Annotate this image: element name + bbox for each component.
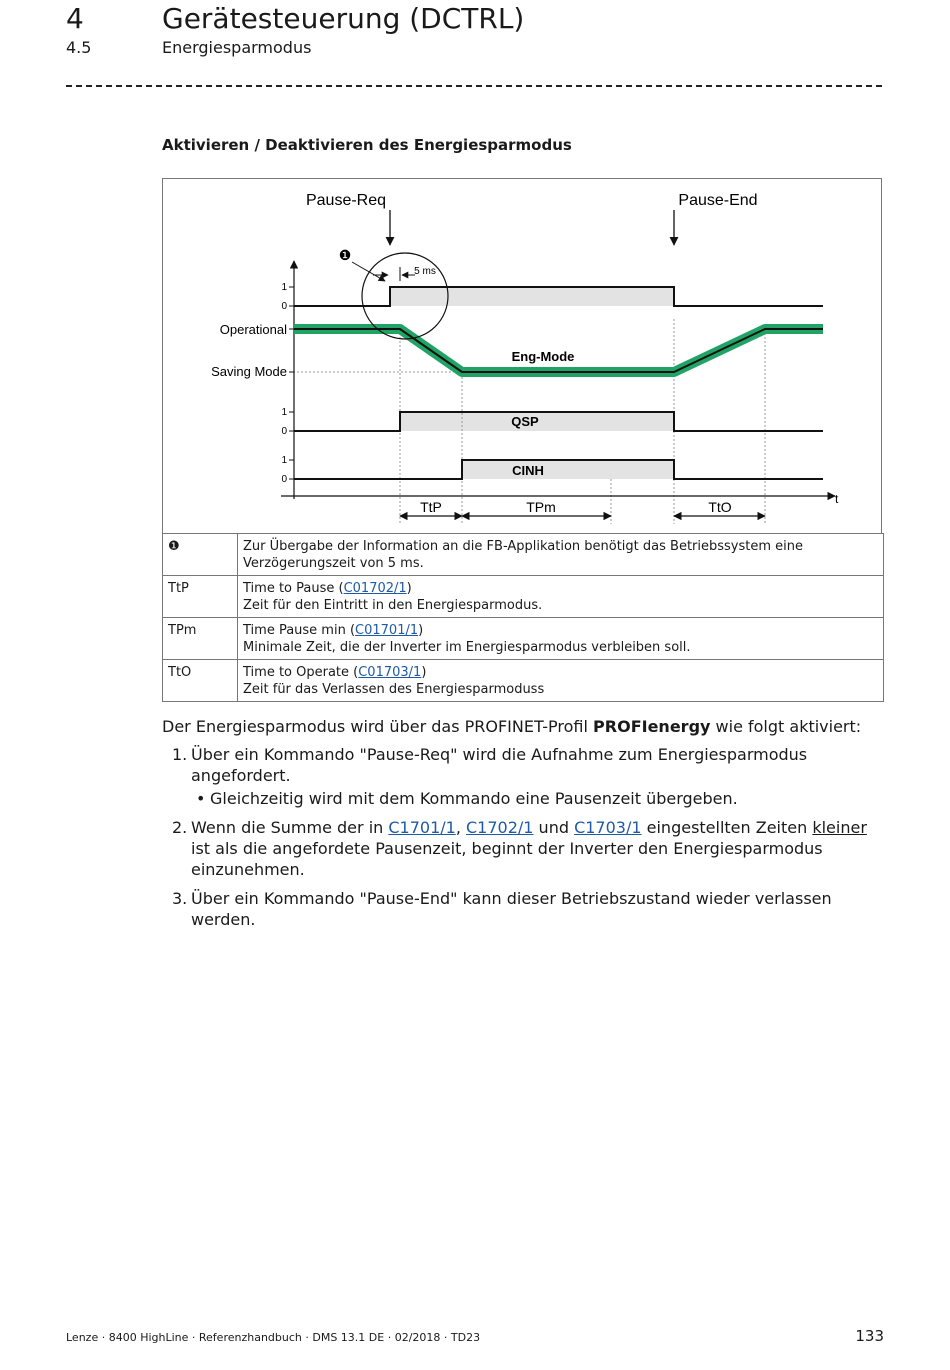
tick-label-0: 0: [281, 426, 287, 437]
timing-diagram: [162, 178, 882, 533]
tick-label-0: 0: [281, 474, 287, 485]
legend-desc: Time Pause min (C01701/1) Minimale Zeit, die der Inverter im Energiesparmodus verbleiben soll.: [238, 618, 884, 660]
pause-end-label: Pause-End: [678, 192, 758, 209]
tick-label-1: 1: [281, 407, 287, 418]
code-link-c1703[interactable]: C1703/1: [574, 818, 642, 837]
legend-key: TPm: [163, 618, 238, 660]
list-item: • Gleichzeitig wird mit dem Kommando eine Pausenzeit übergeben.: [191, 788, 887, 809]
chapter-title: Gerätesteuerung (DCTRL): [162, 2, 525, 35]
table-row: [163, 534, 884, 576]
section-number: 4.5: [66, 38, 92, 57]
page-number: 133: [855, 1327, 884, 1345]
ttp-label: TtP: [420, 499, 442, 515]
legend-desc: Time to Operate (C01703/1) Zeit für das Verlassen des Energiesparmoduss: [238, 660, 884, 702]
code-link-c1701[interactable]: C1701/1: [388, 818, 456, 837]
subheading: Aktivieren / Deaktivieren des Energiesparmodus: [162, 136, 572, 154]
cinh-label: CINH: [512, 463, 544, 478]
tick-label-1: 1: [281, 455, 287, 466]
marker-pointer: [352, 262, 385, 281]
section-title: Energiesparmodus: [162, 38, 312, 57]
footer-text: Lenze · 8400 HighLine · Referenzhandbuch · DMS 13.1 DE · 02/2018 · TD23: [66, 1331, 481, 1344]
code-link-c01701[interactable]: C01701/1: [355, 623, 419, 638]
legend-desc: Time to Pause (C01702/1) Zeit für den Eintritt in den Energiesparmodus.: [238, 576, 884, 618]
intro-paragraph: Der Energiesparmodus wird über das PROFINET-Profil PROFIenergy wie folgt aktiviert:: [162, 717, 862, 736]
header-divider: [66, 85, 882, 87]
tpm-label: TPm: [526, 499, 556, 515]
tick-label-0: 0: [281, 301, 287, 312]
list-item: 1. Über ein Kommando "Pause-Req" wird die Aufnahme zum Energiesparmodus angefordert. • Gleichzeitig wird mit dem Kommando eine Pausenzeit übergeben.: [162, 744, 887, 809]
legend-key: ❶: [163, 534, 238, 576]
eng-mode-label: Eng-Mode: [511, 349, 575, 364]
cinh-shade: [462, 460, 674, 479]
operational-label: Operational: [219, 322, 287, 337]
pause-req-label: Pause-Req: [305, 192, 387, 209]
code-link-c01703[interactable]: C01703/1: [358, 665, 422, 680]
pause-req-shade: [390, 287, 674, 306]
table-row: [163, 618, 884, 660]
legend-key: TtO: [163, 660, 238, 702]
marker-label: ❶: [338, 247, 352, 263]
five-ms-label: 5 ms: [414, 266, 436, 277]
table-row: [163, 576, 884, 618]
chapter-number: 4: [66, 2, 84, 35]
table-row: [163, 660, 884, 702]
list-item: 3. Über ein Kommando "Pause-End" kann dieser Betriebszustand wieder verlassen werden.: [172, 889, 832, 929]
qsp-label: QSP: [511, 414, 539, 429]
saving-mode-label: Saving Mode: [211, 364, 287, 379]
time-axis-label: t: [835, 492, 839, 506]
code-link-c01702[interactable]: C01702/1: [343, 581, 407, 596]
legend-key: TtP: [163, 576, 238, 618]
steps-list: [162, 744, 887, 938]
legend-table: [162, 533, 884, 702]
code-link-c1702[interactable]: C1702/1: [466, 818, 534, 837]
tick-label-1: 1: [281, 282, 287, 293]
tto-label: TtO: [708, 499, 732, 515]
list-item: 2. Wenn die Summe der in C1701/1, C1702/1 und C1703/1 eingestellten Zeiten kleiner ist als die angefordete Pausenzeit, beginnt der Inverter den Energiesparmodus einzunehmen.: [172, 818, 867, 879]
legend-desc: Zur Übergabe der Information an die FB-Applikation benötigt das Betriebssystem eine Verzögerungszeit von 5 ms.: [238, 534, 884, 576]
timing-diagram-svg: [163, 179, 883, 534]
